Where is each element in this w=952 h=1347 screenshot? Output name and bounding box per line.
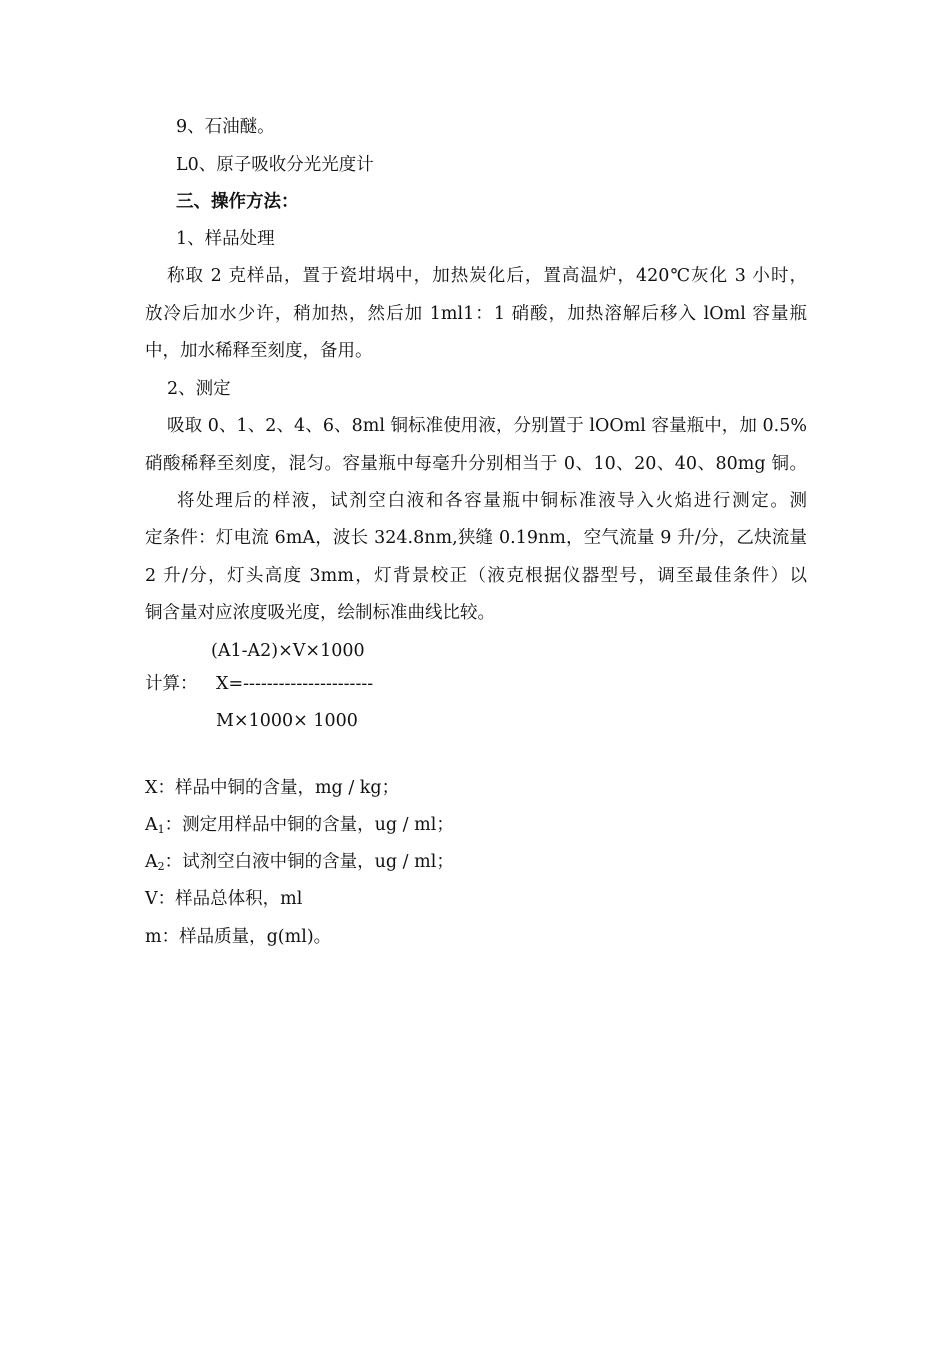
step-2-line-6: 铜含量对应浓度吸光度，绘制标准曲线比较。 xyxy=(145,603,495,623)
definition-v: V：样品总体积，ml xyxy=(145,889,303,909)
definition-a1-text: ：测定用样品中铜的含量，ug / ml； xyxy=(164,815,454,835)
definition-a2 xyxy=(145,854,454,872)
step-2-line-5: 2 升/分，灯头高度 3mm，灯背景校正（液克根据仪器型号，调至最佳条件）以 xyxy=(145,566,807,586)
step-1-title: 1、样品处理 xyxy=(176,229,275,249)
definition-x: X：样品中铜的含量，mg / kg； xyxy=(145,778,400,798)
step-2-title: 2、测定 xyxy=(167,379,231,399)
definition-a2-subscript: 2 xyxy=(157,860,165,873)
definition-a2-text: ：试剂空白液中铜的含量，ug / ml； xyxy=(164,852,454,872)
reagent-item-10: L0、原子吸收分光光度计 xyxy=(176,155,374,175)
formula-label: 计算： xyxy=(145,674,198,694)
definition-a2-letter: A xyxy=(145,852,158,872)
formula-numerator: (A1-A2)×V×1000 xyxy=(211,641,365,661)
step-1-line-3: 中，加水稀释至刻度，备用。 xyxy=(145,341,373,361)
step-1-line-1: 称取 2 克样品，置于瓷坩埚中，加热炭化后，置高温炉，420℃灰化 3 小时， xyxy=(167,266,807,286)
step-2-line-2: 硝酸稀释至刻度，混匀。容量瓶中每毫升分别相当于 0、10、20、40、80mg 铜。 xyxy=(145,454,807,474)
definition-a1-subscript: 1 xyxy=(157,823,165,836)
definition-a1-letter: A xyxy=(145,815,158,835)
formula-denominator: M×1000× 1000 xyxy=(216,711,358,731)
step-2-line-4: 定条件：灯电流 6mA，波长 324.8nm,狭缝 0.19nm，空气流量 9 升/分，乙炔流量 xyxy=(145,528,807,548)
section-heading: 三、操作方法： xyxy=(176,192,299,212)
step-2-line-1: 吸取 0、1、2、4、6、8ml 铜标准使用液，分别置于 lOOml 容量瓶中，加 0.5% xyxy=(167,416,807,436)
definition-a1 xyxy=(145,817,454,835)
definition-m: m：样品质量，g(ml)。 xyxy=(145,927,332,947)
formula-fraction-line: X=---------------------- xyxy=(216,674,374,694)
step-1-line-2: 放冷后加水少许，稍加热，然后加 1ml1：1 硝酸，加热溶解后移入 lOml 容量瓶 xyxy=(145,304,807,324)
step-2-line-3: 将处理后的样液，试剂空白液和各容量瓶中铜标准液导入火焰进行测定。测 xyxy=(177,491,807,511)
reagent-item-9: 9、石油醚。 xyxy=(176,117,275,137)
